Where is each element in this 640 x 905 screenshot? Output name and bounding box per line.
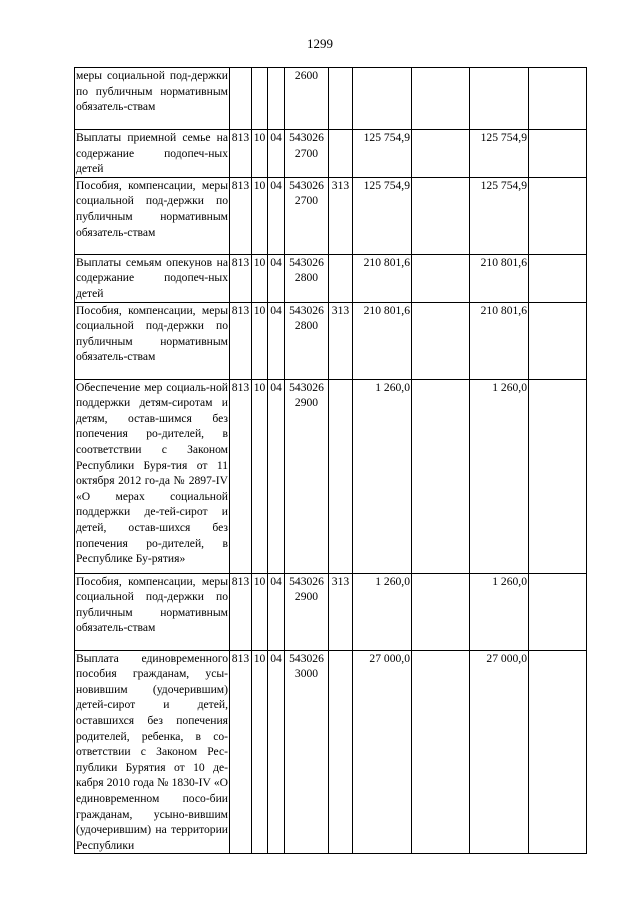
- ministry-code: 813: [230, 302, 252, 379]
- total-amount: 1 260,0: [353, 573, 412, 650]
- section-code: 10: [252, 130, 268, 178]
- subsection-code: 04: [268, 302, 285, 379]
- target-article-part-1: 543026: [289, 178, 324, 192]
- amount: 125 754,9: [470, 177, 529, 254]
- target-article-code: [285, 573, 329, 650]
- total-amount: 210 801,6: [353, 254, 412, 302]
- total-amount: 125 754,9: [353, 130, 412, 178]
- blank-cell: [529, 68, 587, 130]
- blank-cell: [529, 650, 587, 854]
- ministry-code: 813: [230, 130, 252, 178]
- total-amount: 27 000,0: [353, 650, 412, 854]
- expense-type-code: [329, 254, 353, 302]
- subsection-code: 04: [268, 130, 285, 178]
- ministry-code: 813: [230, 254, 252, 302]
- budget-table: [74, 67, 587, 854]
- blank-cell: [529, 130, 587, 178]
- table-row: [75, 130, 587, 178]
- row-name: Выплата единовременного пособия гражданам, усы-новившим (удочерившим) детей-сирот и детей, оставшихся без попечения родителей, ребенка, в со-ответствии с Законом Рес-публики Бурятия от 10 де-кабря 2010 года № 1830-IV «О единовременном посо-бии гражданам, усыно-вившим (удочерившим) на территории Республики: [75, 650, 230, 854]
- empty-cell: [412, 650, 470, 854]
- table-row: [75, 379, 587, 573]
- row-name: Выплаты приемной семье на содержание подопеч-ных детей: [75, 130, 230, 178]
- section-code: 10: [252, 650, 268, 854]
- table-row: [75, 68, 587, 130]
- table-row: [75, 177, 587, 254]
- target-article-code: [285, 130, 329, 178]
- total-amount: 1 260,0: [353, 379, 412, 573]
- empty-cell: [412, 177, 470, 254]
- row-name: меры социальной под-держки по публичным нормативным обязатель-ствам: [75, 68, 230, 130]
- empty-cell: [412, 302, 470, 379]
- target-article-part-1: 543026: [289, 380, 324, 394]
- row-name: Обеспечение мер социаль-ной поддержки детям-сиротам и детям, остав-шимся без попечения ро-дителей, в соответствии с Законом Республики Буря-тия от 11 октября 2012 го-да № 2897-IV «О мерах социальной поддержки де-тей-сирот и детей, остав-шихся без попечения ро-дителей, в Республике Бу-рятия»: [75, 379, 230, 573]
- amount: 125 754,9: [470, 130, 529, 178]
- target-article-part-2: 2600: [294, 69, 319, 82]
- subsection-code: 04: [268, 573, 285, 650]
- empty-cell: [412, 379, 470, 573]
- target-article-part-2: 2800: [294, 319, 319, 333]
- blank-cell: [529, 254, 587, 302]
- expense-type-code: 313: [329, 302, 353, 379]
- ministry-code: 813: [230, 650, 252, 854]
- empty-cell: [412, 573, 470, 650]
- section-code: 10: [252, 573, 268, 650]
- blank-cell: [529, 573, 587, 650]
- blank-cell: [529, 379, 587, 573]
- table-body: [75, 68, 587, 854]
- target-article-part-1: 543026: [289, 574, 324, 588]
- amount: 210 801,6: [470, 302, 529, 379]
- row-name: Пособия, компенсации, меры социальной под-держки по публичным нормативным обязатель-ствам: [75, 302, 230, 379]
- expense-type-code: [329, 130, 353, 178]
- section-code: 10: [252, 254, 268, 302]
- subsection-code: [268, 68, 285, 130]
- subsection-code: 04: [268, 379, 285, 573]
- section-code: [252, 68, 268, 130]
- target-article-code: [285, 254, 329, 302]
- section-code: 10: [252, 177, 268, 254]
- total-amount: [353, 68, 412, 130]
- ministry-code: 813: [230, 177, 252, 254]
- subsection-code: 04: [268, 254, 285, 302]
- target-article-code: [285, 177, 329, 254]
- amount: 1 260,0: [470, 573, 529, 650]
- section-code: 10: [252, 302, 268, 379]
- target-article-part-1: 543026: [289, 255, 324, 269]
- subsection-code: 04: [268, 177, 285, 254]
- expense-type-code: [329, 650, 353, 854]
- amount: [470, 68, 529, 130]
- target-article-part-1: 543026: [289, 651, 324, 665]
- target-article-part-1: 543026: [289, 131, 324, 144]
- row-name: Пособия, компенсации, меры социальной под-держки по публичным нормативным обязатель-ствам: [75, 573, 230, 650]
- expense-type-code: 313: [329, 177, 353, 254]
- target-article-part-2: 2900: [294, 590, 319, 604]
- target-article-code: [285, 68, 329, 130]
- target-article-code: [285, 302, 329, 379]
- blank-cell: [529, 177, 587, 254]
- target-article-part-2: 2700: [294, 194, 319, 208]
- target-article-code: [285, 379, 329, 573]
- total-amount: 210 801,6: [353, 302, 412, 379]
- table-row: [75, 650, 587, 854]
- table-row: [75, 254, 587, 302]
- amount: 27 000,0: [470, 650, 529, 854]
- target-article-part-2: 2700: [294, 146, 319, 160]
- table-row: [75, 302, 587, 379]
- row-name: Выплаты семьям опекунов на содержание подопеч-ных детей: [75, 254, 230, 302]
- expense-type-code: 313: [329, 573, 353, 650]
- section-code: 10: [252, 379, 268, 573]
- ministry-code: 813: [230, 573, 252, 650]
- target-article-part-1: 543026: [289, 303, 324, 317]
- page-number: 1299: [307, 36, 333, 51]
- empty-cell: [412, 254, 470, 302]
- target-article-part-2: 3000: [294, 667, 319, 681]
- row-name: Пособия, компенсации, меры социальной под-держки по публичным нормативным обязатель-ствам: [75, 177, 230, 254]
- blank-cell: [529, 302, 587, 379]
- amount: 210 801,6: [470, 254, 529, 302]
- empty-cell: [412, 68, 470, 130]
- target-article-code: [285, 650, 329, 854]
- target-article-part-2: 2900: [294, 396, 319, 410]
- empty-cell: [412, 130, 470, 178]
- expense-type-code: [329, 379, 353, 573]
- ministry-code: [230, 68, 252, 130]
- expense-type-code: [329, 68, 353, 130]
- ministry-code: 813: [230, 379, 252, 573]
- total-amount: 125 754,9: [353, 177, 412, 254]
- target-article-part-2: 2800: [294, 271, 319, 285]
- table-row: [75, 573, 587, 650]
- amount: 1 260,0: [470, 379, 529, 573]
- subsection-code: 04: [268, 650, 285, 854]
